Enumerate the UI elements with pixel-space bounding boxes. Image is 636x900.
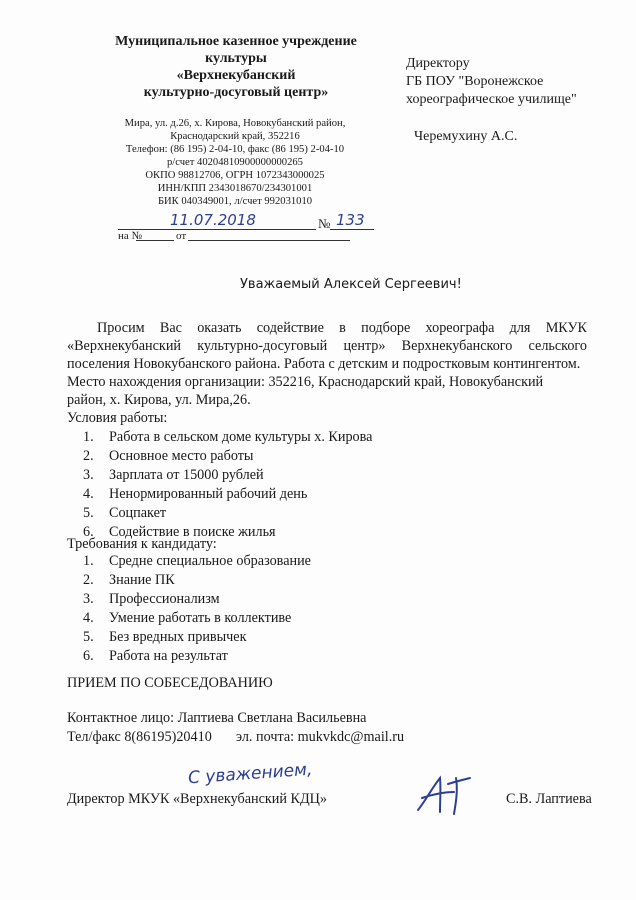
requirements-title: Требования к кандидату: [67, 536, 217, 552]
detail-line: ОКПО 98812706, ОГРН 1072343000025 [145, 170, 325, 181]
list-item: 1. Средне специальное образование [83, 553, 311, 569]
recipient-block [406, 55, 577, 146]
recipient-line: хореографическое училище" [406, 92, 577, 107]
registration-date: 11.07.2018 [170, 211, 256, 229]
org-line: «Верхнекубанский [176, 68, 296, 83]
list-item: 3. Зарплата от 15000 рублей [83, 467, 264, 483]
list-item: 2. Основное место работы [83, 448, 254, 464]
interview-note: ПРИЕМ ПО СОБЕСЕДОВАНИЮ [67, 675, 273, 691]
body-paragraph [67, 319, 587, 409]
org-line: Муниципальное казенное учреждение [115, 34, 357, 49]
list-item: 5. Без вредных привычек [83, 629, 247, 645]
contact-phone: Тел/факс 8(86195)20410 [67, 729, 212, 745]
body-line: Просим Вас оказать содействие в подборе хореографа для МКУК [97, 320, 587, 336]
list-item: 6. Содействие в поиске жилья [83, 524, 276, 540]
contact-email: эл. почта: mukvkdc@mail.ru [236, 729, 405, 745]
reference-date-label: от [176, 230, 187, 242]
registration-number: 133 [336, 211, 365, 229]
date-underline [118, 229, 316, 230]
detail-line: Телефон: (86 195) 2-04-10, факс (86 195) 2-04-10 [125, 144, 345, 155]
body-line: «Верхнекубанский культурно-досуговый центр» Верхнекубанского сельского [67, 338, 587, 354]
number-underline [330, 229, 374, 230]
detail-line: р/счет 40204810900000000265 [167, 157, 303, 168]
list-item: 4. Ненормированный рабочий день [83, 486, 308, 502]
contact-person: Контактное лицо: Лаптиева Светлана Васильевна [67, 710, 367, 726]
detail-line: Мира, ул. д.26, х. Кирова, Новокубанский район, [124, 118, 346, 129]
list-item: 5. Соцпакет [83, 505, 167, 521]
signatory-position: Директор МКУК «Верхнекубанский КДЦ» [67, 791, 328, 807]
list-item: 2. Знание ПК [83, 572, 175, 588]
detail-line: Краснодарский край, 352216 [170, 131, 300, 142]
recipient-line: ГБ ПОУ "Воронежское [406, 74, 544, 89]
ref-date-underline [188, 240, 350, 241]
detail-line: БИК 040349001, л/счет 992031010 [157, 196, 313, 207]
handwritten-signature [410, 770, 490, 820]
greeting: Уважаемый Алексей Сергеевич! [240, 277, 462, 292]
list-item: 4. Умение работать в коллективе [83, 610, 292, 626]
conditions-list [83, 428, 372, 542]
org-line: культуры [205, 51, 267, 66]
sender-organization [86, 33, 386, 101]
body-line: Место нахождения организации: 352216, Краснодарский край, Новокубанский [67, 374, 544, 390]
number-sign: № [318, 216, 331, 231]
org-line: культурно-досуговый центр» [143, 85, 329, 100]
handwritten-closing: С уважением, [187, 759, 313, 789]
signatory-name: С.В. Лаптиева [506, 791, 592, 807]
list-item: 1. Работа в сельском доме культуры х. Кирова [83, 429, 373, 445]
sender-details [100, 117, 370, 208]
body-line: район, х. Кирова, ул. Мира,26. [67, 392, 251, 408]
reference-number-label: на № [118, 230, 143, 242]
recipient-name: Черемухину А.С. [414, 129, 518, 144]
body-line: поселения Новокубанского района. Работа с детским и подростковым контингентом. [67, 356, 581, 372]
recipient-line: Директору [406, 56, 470, 71]
list-item: 3. Профессионализм [83, 591, 220, 607]
conditions-title: Условия работы: [67, 410, 168, 426]
list-item: 6. Работа на результат [83, 648, 228, 664]
requirements-list [83, 552, 311, 666]
detail-line: ИНН/КПП 2343018670/234301001 [157, 183, 313, 194]
